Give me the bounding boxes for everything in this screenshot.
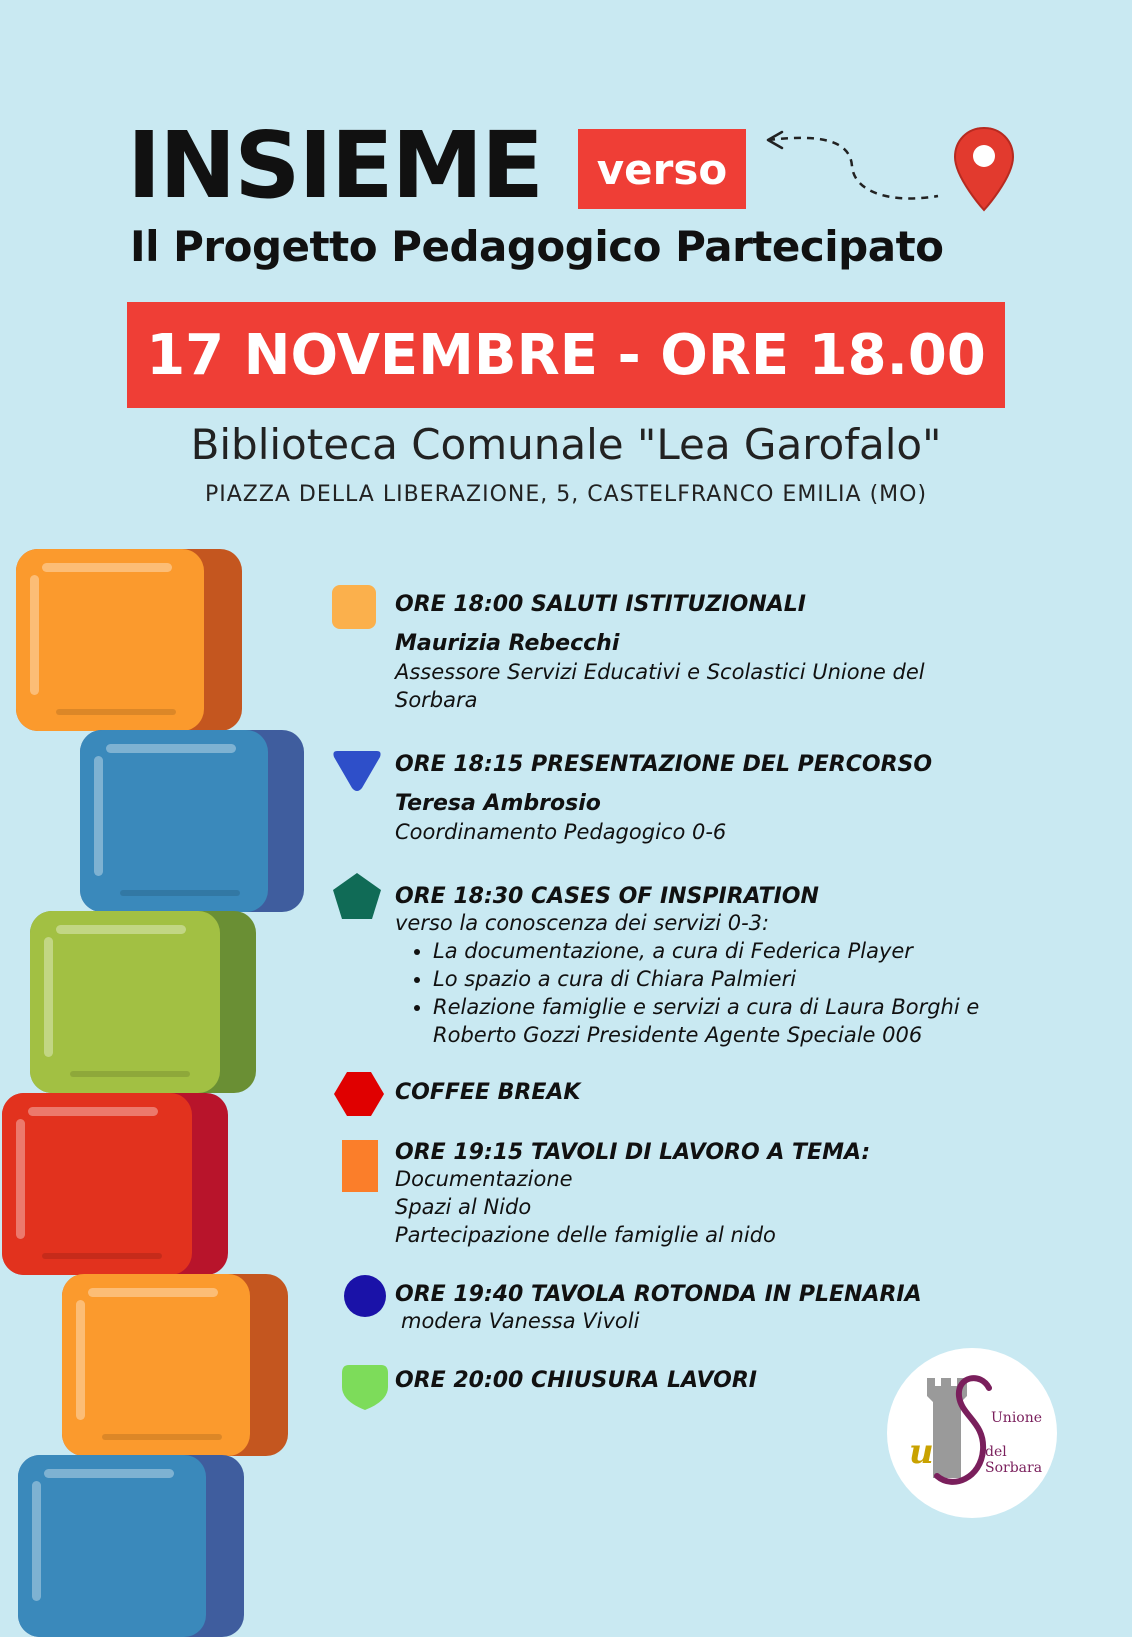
agenda-item: [395, 752, 932, 846]
orange-block: [62, 1274, 288, 1456]
date-time-banner: 17 NOVEMBRE - ORE 18.00: [127, 302, 1005, 408]
speaker-name: Maurizia Rebecchi: [395, 631, 620, 656]
list-item: • Lo spazio a cura di Chiara Palmieri: [433, 965, 979, 993]
speaker-role: Coordinamento Pedagogico 0-6: [395, 820, 727, 844]
agenda-heading: COFFEE BREAK: [395, 1080, 581, 1105]
agenda-item: [395, 1368, 757, 1393]
rounded-triangle-marker-icon: [331, 748, 383, 794]
orange-block: [16, 549, 242, 731]
agenda-item: [395, 1140, 870, 1249]
location-pin-icon: [953, 126, 1015, 212]
venue-name: Biblioteca Comunale "Lea Garofalo": [190, 420, 942, 469]
logo-monogram: u: [909, 1432, 934, 1472]
list-item: • Relazione famiglie e servizi a cura di Laura Borghi e: [433, 993, 979, 1021]
agenda-item: [395, 1282, 922, 1335]
s-monogram-icon: [927, 1366, 1007, 1506]
pentagon-marker-icon: [331, 871, 383, 921]
agenda-intro: verso la conoscenza dei servizi 0-3:: [395, 911, 770, 935]
speaker-name: Teresa Ambrosio: [395, 791, 601, 816]
circle-marker-icon: [343, 1274, 387, 1318]
agenda-heading: ORE 18:15 PRESENTAZIONE DEL PERCORSO: [395, 752, 933, 777]
bullet-list: [395, 937, 979, 1049]
list-item-continuation: Roberto Gozzi Presidente Agente Speciale 006: [433, 1023, 923, 1047]
rounded-square-marker-icon: [331, 584, 377, 630]
marker-shape: [342, 1365, 388, 1410]
agenda-heading: ORE 20:00 CHIUSURA LAVORI: [395, 1368, 757, 1393]
subtitle: Il Progetto Pedagogico Partecipato: [130, 222, 944, 271]
logo-text-line1: Unione: [991, 1410, 1043, 1426]
agenda-heading: ORE 18:00 SALUTI ISTITUZIONALI: [395, 592, 806, 617]
speaker-role: Sorbara: [395, 688, 478, 712]
red-block: [2, 1093, 228, 1275]
agenda-line: modera Vanessa Vivoli: [401, 1309, 640, 1333]
verso-label: verso: [578, 129, 746, 209]
green-block: [30, 911, 256, 1093]
agenda-line: Spazi al Nido: [395, 1195, 532, 1219]
agenda-line: Partecipazione delle famiglie al nido: [395, 1223, 776, 1247]
rectangle-marker-icon: [341, 1139, 379, 1193]
list-item: • La documentazione, a cura di Federica Player: [433, 937, 979, 965]
logo-text-line2: del Sorbara: [985, 1444, 1043, 1476]
agenda-item: [395, 884, 979, 1049]
blue-block: [80, 730, 304, 912]
dashed-path-arrow-icon: [760, 126, 960, 216]
rounded-shield-marker-icon: [341, 1363, 389, 1411]
agenda-heading: ORE 18:30 CASES OF INSPIRATION: [395, 884, 819, 909]
marker-shape: [333, 751, 380, 791]
marker-shape: [344, 1275, 386, 1317]
agenda-item: [395, 1080, 580, 1105]
speaker-role: Assessore Servizi Educativi e Scolastici Unione del: [395, 660, 925, 684]
agenda-heading: ORE 19:15 TAVOLI DI LAVORO A TEMA:: [395, 1140, 871, 1165]
marker-shape: [332, 585, 376, 629]
unione-del-sorbara-logo: [887, 1348, 1057, 1518]
agenda-heading: ORE 19:40 TAVOLA ROTONDA IN PLENARIA: [395, 1282, 922, 1307]
blue-block: [18, 1455, 244, 1637]
venue-address: PIAZZA DELLA LIBERAZIONE, 5, CASTELFRANCO EMILIA (MO): [204, 482, 928, 507]
marker-shape: [334, 1072, 384, 1116]
agenda-line: Documentazione: [395, 1167, 573, 1191]
marker-shape: [333, 873, 381, 919]
event-title: INSIEME: [127, 112, 542, 219]
hexagon-marker-icon: [333, 1071, 385, 1117]
agenda-item: [395, 592, 925, 714]
marker-shape: [342, 1140, 378, 1192]
